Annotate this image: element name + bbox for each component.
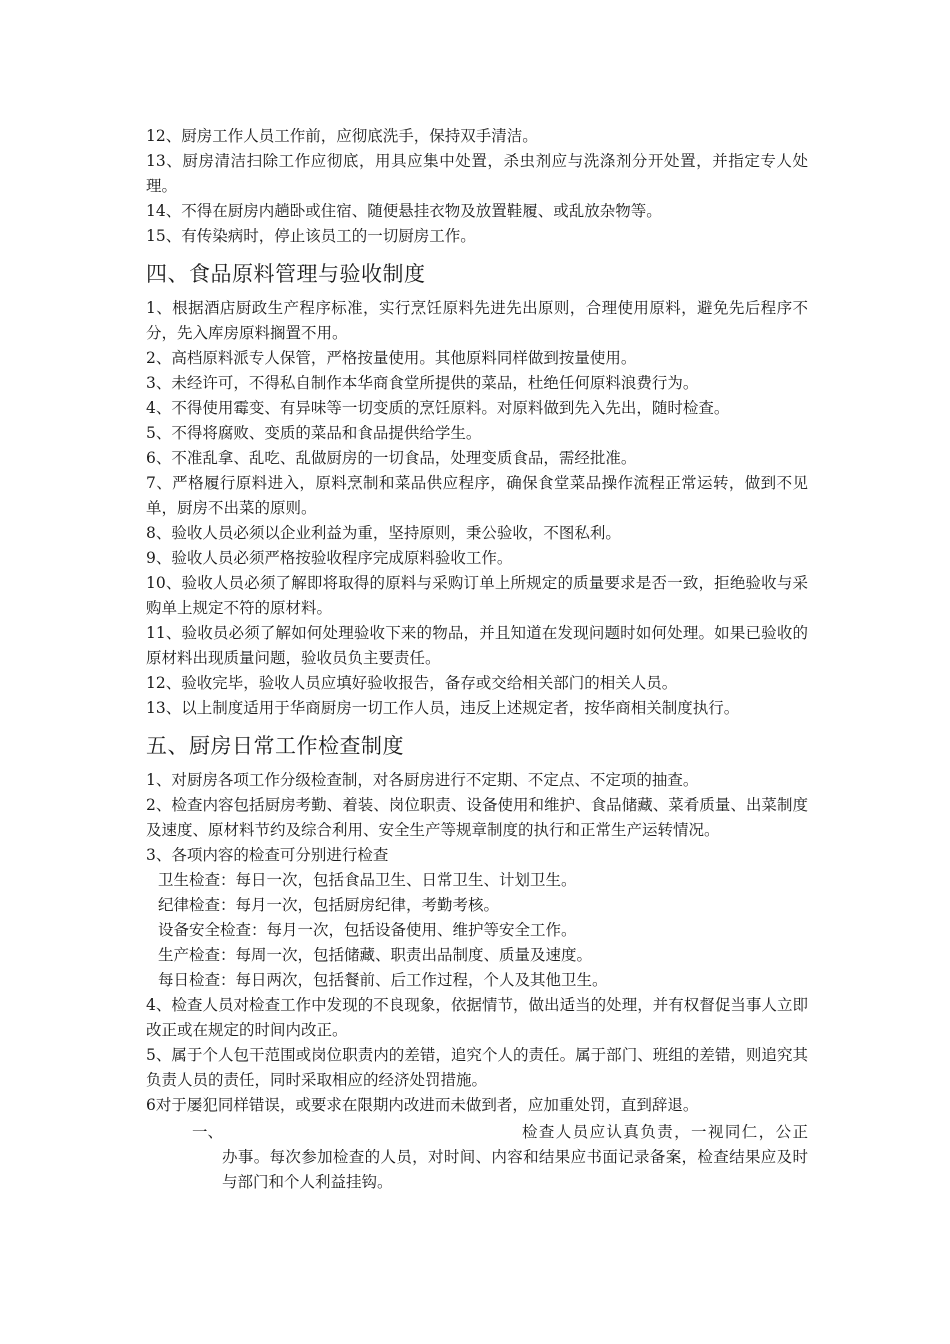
paragraph: 2、高档原料派专人保管，严格按量使用。其他原料同样做到按量使用。 [146,349,637,367]
paragraph: 6、不准乱拿、乱吃、乱做厨房的一切食品，处理变质食品，需经批准。 [146,449,637,467]
paragraph: 9、验收人员必须严格按验收程序完成原料验收工作。 [146,549,513,567]
paragraph: 3、未经许可，不得私自制作本华商食堂所提供的菜品，杜绝任何原料浪费行为。 [146,374,699,392]
sub-item: 设备安全检查：每月一次，包括设备使用、维护等安全工作。 [158,921,577,939]
paragraph: 11、验收员必须了解如何处理验收下来的物品，并且知道在发现问题时如何处理。如果已验收的原材料出现质量问题，验收员负主要责任。 [146,624,808,667]
paragraph: 2、检查内容包括厨房考勤、着装、岗位职责、设备使用和维护、食品储藏、菜肴质量、出菜制度及速度、原材料节约及综合利用、安全生产等规章制度的执行和正常生产运转情况。 [146,796,808,839]
sub-item: 生产检查：每周一次，包括储藏、职责出品制度、质量及速度。 [158,946,593,964]
sub-item: 纪律检查：每月一次，包括厨房纪律，考勤考核。 [158,896,500,914]
paragraph: 4、不得使用霉变、有异味等一切变质的烹饪原料。对原料做到先入先出，随时检查。 [146,399,730,417]
sub-item: 每日检查：每日两次，包括餐前、后工作过程，个人及其他卫生。 [158,971,608,989]
paragraph: 6对于屡犯同样错误，或要求在限期内改进而未做到者，应加重处罚，直到辞退。 [146,1096,699,1114]
paragraph: 15、有传染病时，停止该员工的一切厨房工作。 [146,227,476,245]
paragraph: 13、厨房清洁扫除工作应彻底，用具应集中处置，杀虫剂应与洗涤剂分开处置，并指定专人处理。 [146,152,808,195]
sub-item: 卫生检查：每日一次，包括食品卫生、日常卫生、计划卫生。 [158,871,577,889]
paragraph: 4、检查人员对检查工作中发现的不良现象，依据情节，做出适当的处理，并有权督促当事人立即改正或在规定的时间内改正。 [146,996,808,1039]
paragraph: 1、根据酒店厨政生产程序标准，实行烹饪原料先进先出原则，合理使用原料，避免先后程序不分，先入库房原料搁置不用。 [146,299,808,342]
section-heading: 五、厨房日常工作检查制度 [146,734,404,758]
list-item-first-line [146,1120,808,1145]
section-heading: 四、食品原料管理与验收制度 [146,262,426,286]
list-number: 一、 [192,1123,224,1141]
paragraph: 3、各项内容的检查可分别进行检查 [146,846,389,864]
paragraph: 10、验收人员必须了解即将取得的原料与采购订单上所规定的质量要求是否一致，拒绝验收与采购单上规定不符的原材料。 [146,574,808,617]
paragraph: 5、不得将腐败、变质的菜品和食品提供给学生。 [146,424,482,442]
paragraph: 12、厨房工作人员工作前，应彻底洗手，保持双手清洁。 [146,127,538,145]
paragraph: 13、以上制度适用于华商厨房一切工作人员，违反上述规定者，按华商相关制度执行。 [146,699,740,717]
paragraph: 8、验收人员必须以企业利益为重，坚持原则，秉公验收，不图私利。 [146,524,621,542]
paragraph: 5、属于个人包干范围或岗位职责内的差错，追究个人的责任。属于部门、班组的差错，则追究其负责人员的责任，同时采取相应的经济处罚措施。 [146,1046,808,1089]
paragraph: 1、对厨房各项工作分级检查制，对各厨房进行不定期、不定点、不定项的抽查。 [146,771,699,789]
document-page [146,124,808,1195]
paragraph: 7、严格履行原料进入，原料烹制和菜品供应程序，确保食堂菜品操作流程正常运转，做到不见单，厨房不出菜的原则。 [146,474,808,517]
list-item-text: 检查人员应认真负责，一视同仁，公正 [522,1123,808,1141]
paragraph: 12、验收完毕，验收人员应填好验收报告，备存或交给相关部门的相关人员。 [146,674,678,692]
list-item-continuation: 办事。每次参加检查的人员，对时间、内容和结果应书面记录备案，检查结果应及时与部门和个人利益挂钩。 [222,1148,808,1191]
paragraph: 14、不得在厨房内趟卧或住宿、随便悬挂衣物及放置鞋履、或乱放杂物等。 [146,202,662,220]
